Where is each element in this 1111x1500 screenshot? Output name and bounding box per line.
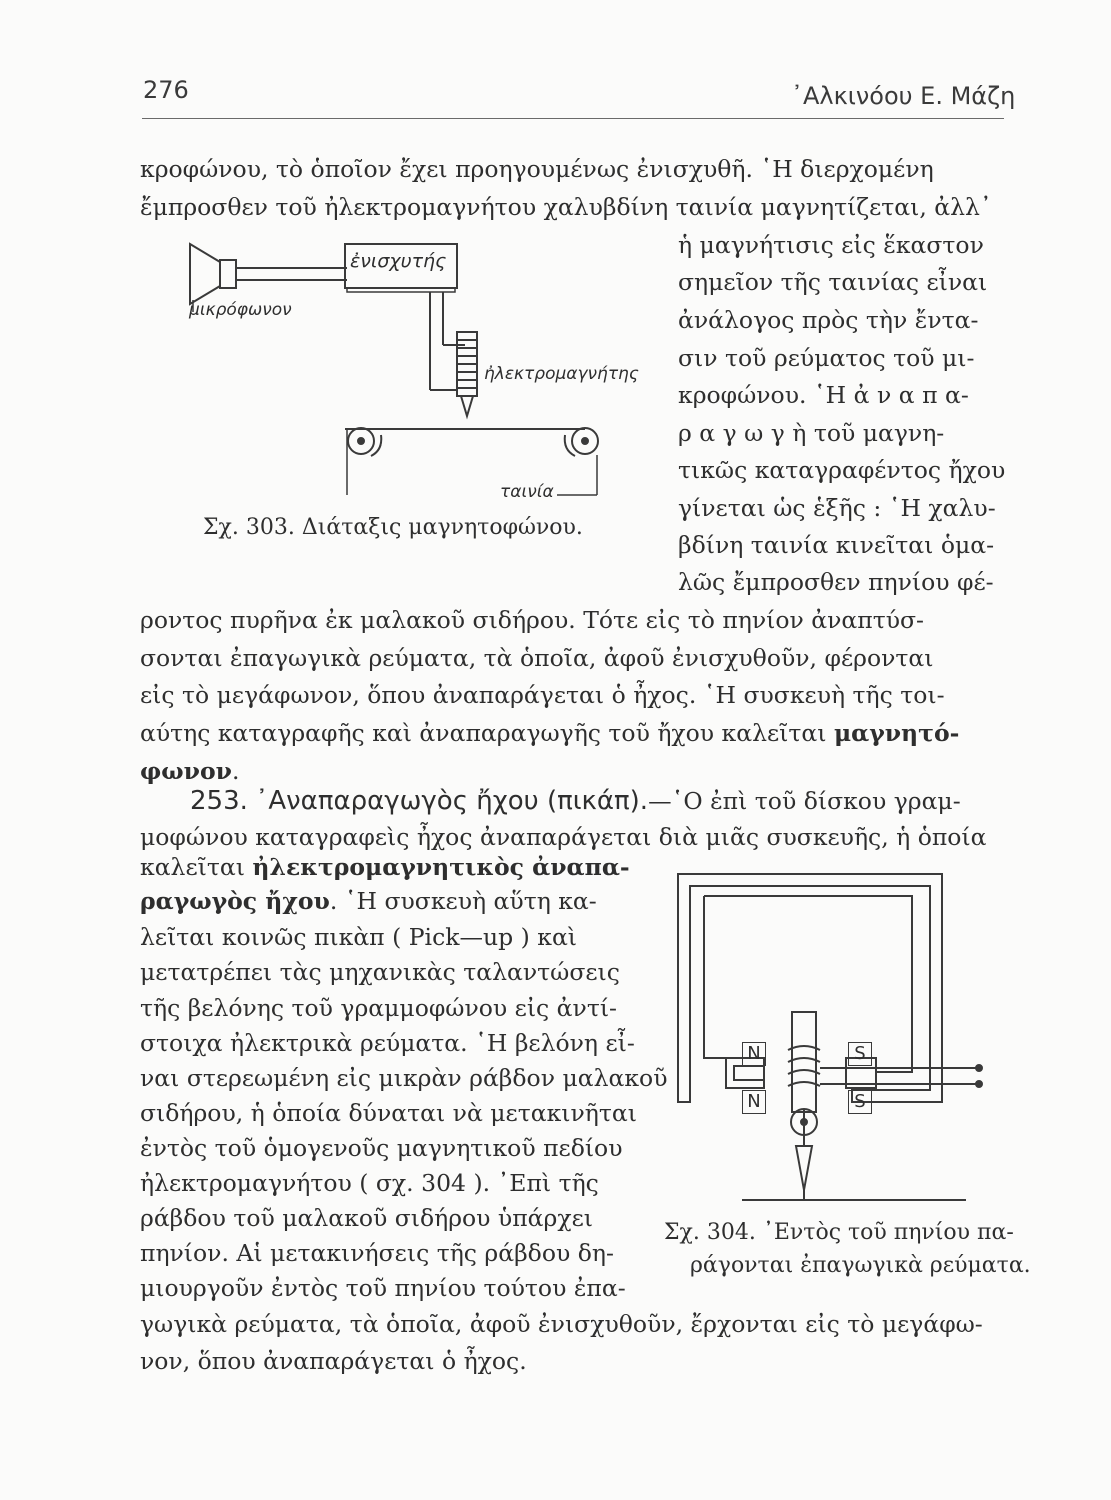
label-amplifier: ἐνισχυτής (350, 250, 447, 272)
armature-rod (792, 1012, 816, 1112)
text-line: σιδήρου, ἡ ὁποία δύναται νὰ μετακινῆται (140, 1099, 637, 1127)
text-line: μετατρέπει τὰς μηχανικὰς ταλαντώσεις (140, 958, 620, 986)
text-line: λῶς ἔμπροσθεν πηνίου φέ- (678, 568, 994, 596)
text-line: αύτης καταγραφῆς καὶ ἀναπαραγωγῆς τοῦ ἤχου καλεῖται μαγνητό- (140, 719, 960, 747)
figure-303-caption: Σχ. 303. Διάταξις μαγνητοφώνου. (203, 515, 583, 540)
text-line: ρ α γ ω γ ὴ τοῦ μαγνη- (678, 419, 945, 447)
pole-label-n-bottom: N (742, 1090, 766, 1114)
text-line: γωγικὰ ρεύματα, τὰ ὁποῖα, ἀφοῦ ἐνισχυθοῦν, ἔρχονται εἰς τὸ μεγάφω- (140, 1310, 983, 1338)
text-line: ναι στερεωμένη εἰς μικρὰν ράβδον μαλακοῦ (140, 1064, 668, 1092)
text-line: γίνεται ὡς ἑξῆς : ῾Η χαλυ- (678, 494, 996, 522)
figure-303-tape-recorder-diagram (185, 240, 655, 535)
text-line: ράβδου τοῦ μαλακοῦ σιδήρου ὑπάρχει (140, 1204, 593, 1232)
text-line: ἀνάλογος πρὸς τὴν ἔντα- (678, 306, 979, 334)
label-electromagnet: ἠλεκτρομαγνήτης (484, 364, 639, 384)
text-line: ἡ μαγνήτισις εἰς ἕκαστον (678, 231, 984, 259)
text-line: τικῶς καταγραφέντος ἤχου (678, 456, 1006, 484)
text-line: πηνίον. Αἱ μετακινήσεις τῆς ράβδου δη- (140, 1239, 614, 1267)
text-line: ροντος πυρῆνα ἐκ μαλακοῦ σιδήρου. Τότε εἰς τὸ πηνίον ἀναπτύσ- (140, 606, 924, 634)
figure-304-pickup-diagram (676, 872, 1006, 1212)
term-magnetophone: μαγνητό- (833, 719, 960, 747)
header-rule (142, 118, 1004, 119)
text-line: κροφώνου, τὸ ὁποῖον ἔχει προηγουμένως ἐνισχυθῆ. ῾Η διερχομένη (140, 155, 934, 183)
section-number: 253. (190, 786, 248, 816)
label-tape: ταινία (500, 482, 554, 502)
page-number: 276 (143, 76, 189, 104)
text-line: μοφώνου καταγραφεὶς ἦχος ἀναπαράγεται διὰ μιᾶς συσκευῆς, ἡ ὁποία (140, 823, 987, 851)
figure-304-caption-line2: ράγονται ἐπαγωγικὰ ρεύματα. (690, 1253, 1031, 1278)
section-title: ᾿Αναπαραγωγὸς ἤχου (πικάπ). (255, 786, 649, 816)
text-line: ἐντὸς τοῦ ὁμογενοῦς μαγνητικοῦ πεδίου (140, 1134, 623, 1162)
figure-304-caption-line1: Σχ. 304. ᾿Εντὸς τοῦ πηνίου πα- (664, 1220, 1014, 1245)
term-pickup: ἠλεκτρομαγνητικὸς ἀναπα- (252, 853, 630, 881)
pole-label-n-top: N (742, 1042, 766, 1066)
text-line: νον, ὅπου ἀναπαράγεται ὁ ἦχος. (140, 1347, 527, 1375)
text-line: στοιχα ἠλεκτρικὰ ρεύματα. ῾Η βελόνη εἶ- (140, 1029, 635, 1057)
text-line: ραγωγὸς ἤχου. ῾Η συσκευὴ αὕτη κα- (140, 887, 597, 915)
label-microphone: μικρόφωνον (189, 300, 292, 320)
text-line: εἰς τὸ μεγάφωνον, ὅπου ἀναπαράγεται ὁ ἦχος. ῾Η συσκευὴ τῆς τοι- (140, 681, 945, 709)
needle (796, 1146, 812, 1190)
text-line: τῆς βελόνης τοῦ γραμμοφώνου εἰς ἀντί- (140, 994, 617, 1022)
text-line: σιν τοῦ ρεύματος τοῦ μι- (678, 344, 975, 372)
running-header-author: ᾿Αλκινόου Ε. Μάζη (791, 82, 1016, 110)
text-line: μιουργοῦν ἐντὸς τοῦ πηνίου τούτου ἐπα- (140, 1274, 626, 1302)
microphone-shape (190, 244, 220, 304)
section-253-heading: 253. ᾿Αναπαραγωγὸς ἤχου (πικάπ).—῾Ο ἐπὶ τοῦ δίσκου γραμ- (190, 786, 961, 816)
text-line: σημεῖον τῆς ταινίας εἶναι (678, 268, 988, 296)
text-line: ἔμπροσθεν τοῦ ἠλεκτρομαγνήτου χαλυβδίνη ταινία μαγνητίζεται, ἀλλ᾿ (140, 193, 992, 221)
pole-label-s-bottom: S (848, 1090, 872, 1114)
text-line: βδίνη ταινία κινεῖται ὁμα- (678, 531, 995, 559)
text-line: φωνον. (140, 757, 240, 785)
text-line: καλεῖται ἠλεκτρομαγνητικὸς ἀναπα- (140, 853, 630, 881)
text-line: σονται ἐπαγωγικὰ ρεύματα, τὰ ὁποῖα, ἀφοῦ ἐνισχυθοῦν, φέρονται (140, 644, 934, 672)
text-line: κροφώνου. ῾Η ἀ ν α π α- (678, 381, 969, 409)
text-line: ἠλεκτρομαγνήτου ( σχ. 304 ). ᾿Επὶ τῆς (140, 1169, 599, 1197)
text-line: λεῖται κοινῶς πικὰπ ( Pick—up ) καὶ (140, 923, 578, 951)
pole-label-s-top: S (848, 1042, 872, 1066)
